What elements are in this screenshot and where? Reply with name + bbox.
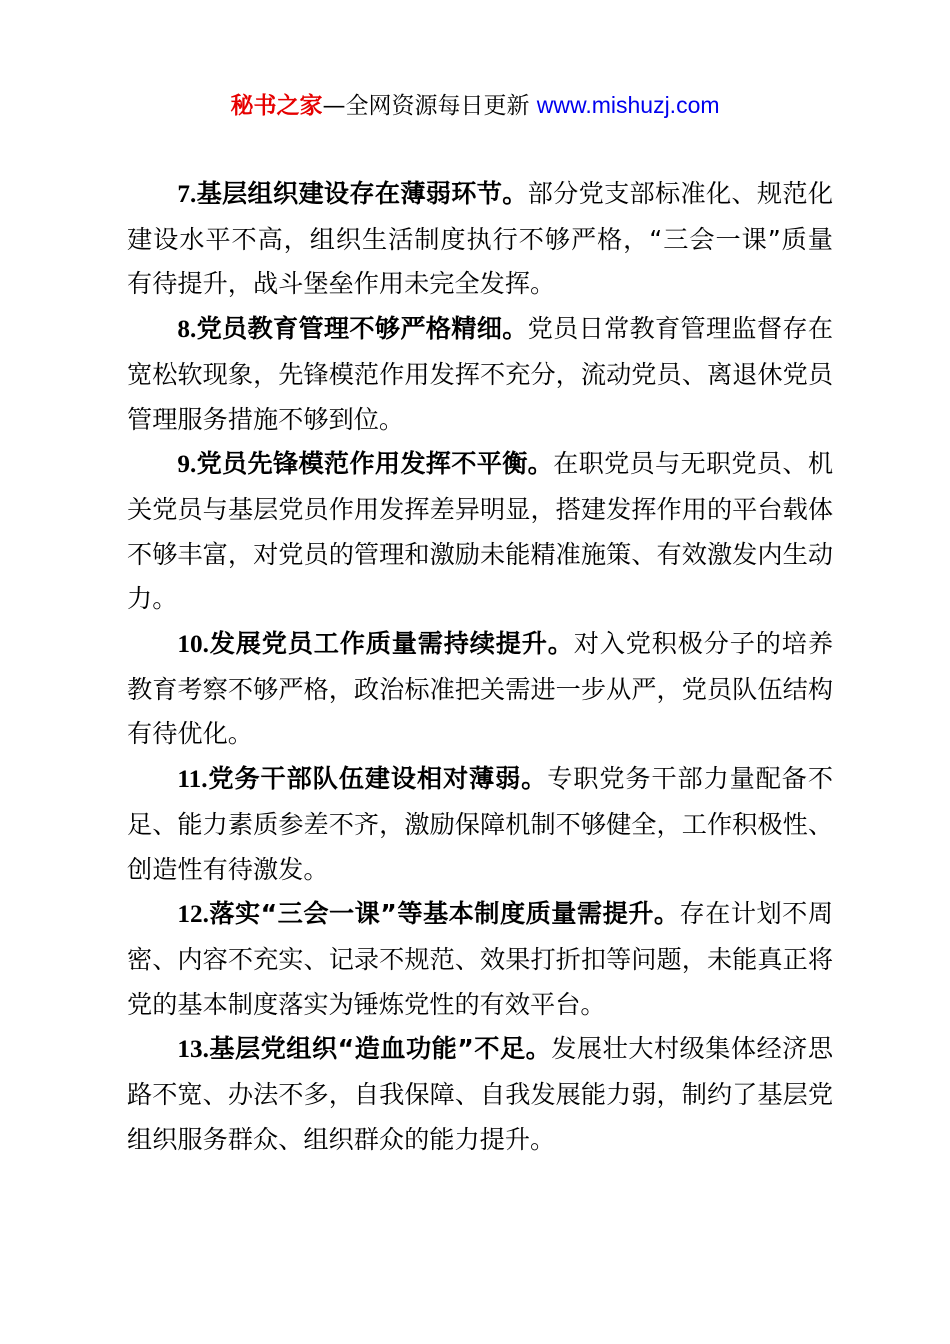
paragraph-heading: 党务干部队伍建设相对薄弱。 <box>207 764 548 794</box>
paragraph-heading: 发展党员工作质量需持续提升。 <box>208 629 574 659</box>
site-tagline: —全网资源每日更新 <box>322 93 537 119</box>
paragraph-text: 对入党积极分子的培养教育考察不够严格，政治标准把关需进一步从严，党员队伍结构有待优化。 <box>127 629 834 749</box>
paragraph-text: 专职党务干部力量配备不足、能力素质参差不齐，激励保障机制不够健全，工作积极性、创造性有待激发。 <box>127 764 833 884</box>
site-header <box>0 88 950 123</box>
paragraph-item-12 <box>127 892 833 1027</box>
paragraph-heading: 党员先锋模范作用发挥不平衡。 <box>196 449 554 479</box>
paragraph-item-10 <box>127 622 833 757</box>
paragraph-heading: 落实“三会一课”等基本制度质量需提升。 <box>208 899 680 929</box>
paragraph-number: 8. <box>177 316 197 344</box>
paragraph-number: 10. <box>177 631 209 659</box>
paragraph-text: 部分党支部标准化、规范化建设水平不高，组织生活制度执行不够严格，“三会一课”质量有待提升，战斗堡垒作用未完全发挥。 <box>127 179 833 299</box>
paragraph-text: 发展壮大村级集体经济思路不宽、办法不多，自我保障、自我发展能力弱，制约了基层党组织服务群众、组织群众的能力提升。 <box>127 1034 834 1154</box>
paragraph-item-9 <box>127 442 833 622</box>
paragraph-item-11 <box>127 757 833 892</box>
paragraph-number: 13. <box>177 1036 209 1064</box>
paragraph-item-8 <box>127 307 833 442</box>
paragraph-heading: 基层组织建设存在薄弱环节。 <box>196 179 528 208</box>
paragraph-number: 12. <box>177 901 209 929</box>
paragraph-number: 7. <box>177 181 197 208</box>
paragraph-item-7 <box>127 172 833 307</box>
paragraph-number: 9. <box>177 451 197 479</box>
paragraph-heading: 党员教育管理不够严格精细。 <box>196 314 528 344</box>
paragraph-text: 在职党员与无职党员、机关党员与基层党员作用发挥差异明显，搭建发挥作用的平台载体不够丰富，对党员的管理和激励未能精准施策、有效激发内生动力。 <box>127 449 833 614</box>
document-body <box>127 172 833 1162</box>
paragraph-text: 党员日常教育管理监督存在宽松软现象，先锋模范作用发挥不充分，流动党员、离退休党员管理服务措施不够到位。 <box>127 314 833 434</box>
site-brand: 秘书之家 <box>230 93 323 119</box>
paragraph-number: 11. <box>177 766 208 794</box>
paragraph-heading: 基层党组织“造血功能”不足。 <box>208 1034 552 1064</box>
paragraph-text: 存在计划不周密、内容不充实、记录不规范、效果打折扣等问题，未能真正将党的基本制度落实为锤炼党性的有效平台。 <box>127 899 834 1019</box>
site-url-link[interactable]: www.mishuzj.com <box>536 92 720 118</box>
paragraph-item-13 <box>127 1027 833 1162</box>
